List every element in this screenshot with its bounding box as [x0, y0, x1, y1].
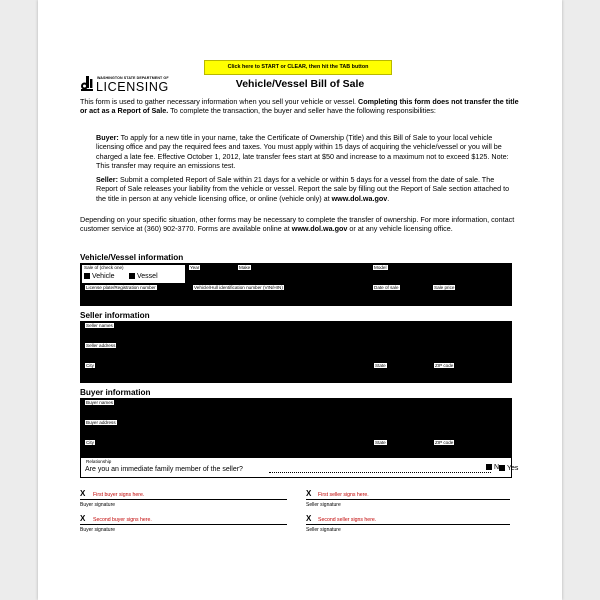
- seller-city-field[interactable]: City: [86, 363, 94, 368]
- form-title: Vehicle/Vessel Bill of Sale: [235, 78, 365, 90]
- dol-website-link[interactable]: www.dol.wa.gov: [331, 193, 388, 203]
- depending-text: Depending on your specific situation, other forms may be necessary to complete the transfer of ownership. For more information, contact customer service at (360) 902-3770. Forms are available online at: [80, 215, 515, 234]
- seller-resp-end: .: [387, 193, 390, 203]
- second-seller-caption: Seller signature: [306, 527, 341, 533]
- seller-zip-field[interactable]: ZIP code: [435, 363, 454, 368]
- dol-website-link-2[interactable]: www.dol.wa.gov: [291, 224, 348, 234]
- depending-text-end: or at any vehicle licensing office.: [347, 224, 453, 234]
- family-member-question: Are you an immediate family member of the seller?: [85, 466, 243, 473]
- no-checkbox[interactable]: [486, 464, 503, 471]
- buyer-address-field[interactable]: Buyer address: [86, 420, 116, 425]
- buyer-resp-label: Buyer:: [96, 133, 119, 142]
- first-seller-signature-line: [306, 499, 510, 500]
- sale-price-field[interactable]: Sale price: [434, 285, 455, 290]
- second-seller-x: X: [306, 514, 312, 523]
- first-seller-signature-field[interactable]: First seller signs here.: [318, 492, 369, 498]
- intro-text: This form is used to gather necessary information when you sell your vehicle or vessel.: [80, 97, 359, 106]
- first-seller-x: X: [306, 489, 312, 498]
- seller-responsibility: [96, 175, 514, 203]
- buyer-info-grid: [80, 398, 512, 460]
- make-field[interactable]: Make: [239, 265, 251, 270]
- second-seller-signature-field[interactable]: Second seller signs here.: [318, 517, 377, 523]
- seller-state-field[interactable]: State: [375, 363, 386, 368]
- document-page: [38, 0, 562, 600]
- first-buyer-caption: Buyer signature: [80, 502, 116, 508]
- license-plate-field[interactable]: License plate/Registration number: [86, 285, 156, 290]
- first-buyer-signature-line: [80, 499, 287, 500]
- vessel-option-label: Vessel: [137, 273, 158, 280]
- start-clear-button[interactable]: Click here to START or CLEAR, then hit the TAB button: [204, 60, 392, 75]
- buyer-zip-field[interactable]: ZIP code: [435, 440, 454, 445]
- vehicle-option-label: Vehicle: [92, 273, 115, 280]
- seller-resp-label: Seller:: [96, 175, 118, 184]
- intro-text-end: To complete the transaction, the buyer and seller have the following responsibilities:: [168, 106, 436, 116]
- vehicle-checkbox[interactable]: [84, 273, 115, 280]
- vehicle-section-title: Vehicle/Vessel information: [80, 253, 184, 262]
- first-buyer-x: X: [80, 489, 86, 498]
- seller-names-field[interactable]: Seller names: [86, 323, 113, 328]
- logo-subtitle: WASHINGTON STATE DEPARTMENT OF: [97, 76, 169, 80]
- buyer-state-field[interactable]: State: [375, 440, 386, 445]
- depending-paragraph: [80, 215, 520, 234]
- buyer-names-field[interactable]: Buyer names: [86, 400, 114, 405]
- buyer-section-title: Buyer information: [80, 388, 151, 397]
- relationship-row: [80, 457, 519, 478]
- vessel-checkbox-box[interactable]: [129, 273, 135, 279]
- no-checkbox-box[interactable]: [486, 464, 492, 470]
- logo-title: LICENSING: [96, 80, 169, 94]
- second-buyer-signature-line: [80, 524, 287, 525]
- yes-label: Yes: [507, 465, 519, 472]
- second-seller-signature-line: [306, 524, 510, 525]
- vessel-checkbox[interactable]: [129, 273, 158, 280]
- first-buyer-signature-field[interactable]: First buyer signs here.: [93, 492, 145, 498]
- seller-address-field[interactable]: Seller address: [86, 343, 116, 348]
- buyer-resp-text: To apply for a new title in your name, take the Certificate of Ownership (Title) and this Bill of Sale to your local vehicle licensing office and pay the required fees and taxes. You must apply within 15 days of acquiring the vehicle/vessel or you will be charged a late fee. Effective October 1, 2012, late transfer fees start at $50 and increase to a maximum not to exceed $125. Note: This transfer may require an emissions test.: [96, 133, 509, 170]
- no-label: No: [494, 464, 503, 471]
- intro-paragraph: [80, 97, 520, 116]
- seller-info-grid: [80, 321, 512, 383]
- second-buyer-caption: Buyer signature: [80, 527, 116, 533]
- second-buyer-signature-field[interactable]: Second buyer signs here.: [93, 517, 152, 523]
- seller-resp-text: Submit a completed Report of Sale within 21 days for a vehicle or within 5 days for a vessel from the date of sale. The Report of Sale releases your liability from the vehicle or vessel. Report the sale by filling out the Report of Sale section attached to the title in person at any vehicle licensing office, or online (vehicle only) at: [96, 175, 510, 203]
- first-seller-caption: Seller signature: [306, 502, 341, 508]
- dotted-leader: [269, 472, 491, 473]
- relationship-label: Relationship: [86, 459, 112, 464]
- buyer-responsibility: [96, 133, 514, 170]
- vehicle-checkbox-box[interactable]: [84, 273, 90, 279]
- sale-of-label: Sale of (check one): [84, 265, 124, 270]
- year-field[interactable]: Year: [190, 265, 200, 270]
- buyer-city-field[interactable]: City: [86, 440, 94, 445]
- intro-bold: Completing this form does not transfer the title or act as a Report of Sale.: [80, 97, 519, 116]
- model-field[interactable]: Model: [374, 265, 387, 270]
- second-buyer-x: X: [80, 514, 86, 523]
- vehicle-info-grid: [80, 263, 512, 306]
- vin-field[interactable]: Vehicle/Hull identification number (VIN/HIN): [194, 285, 283, 290]
- date-of-sale-field[interactable]: Date of sale: [374, 285, 399, 290]
- seller-section-title: Seller information: [80, 311, 150, 320]
